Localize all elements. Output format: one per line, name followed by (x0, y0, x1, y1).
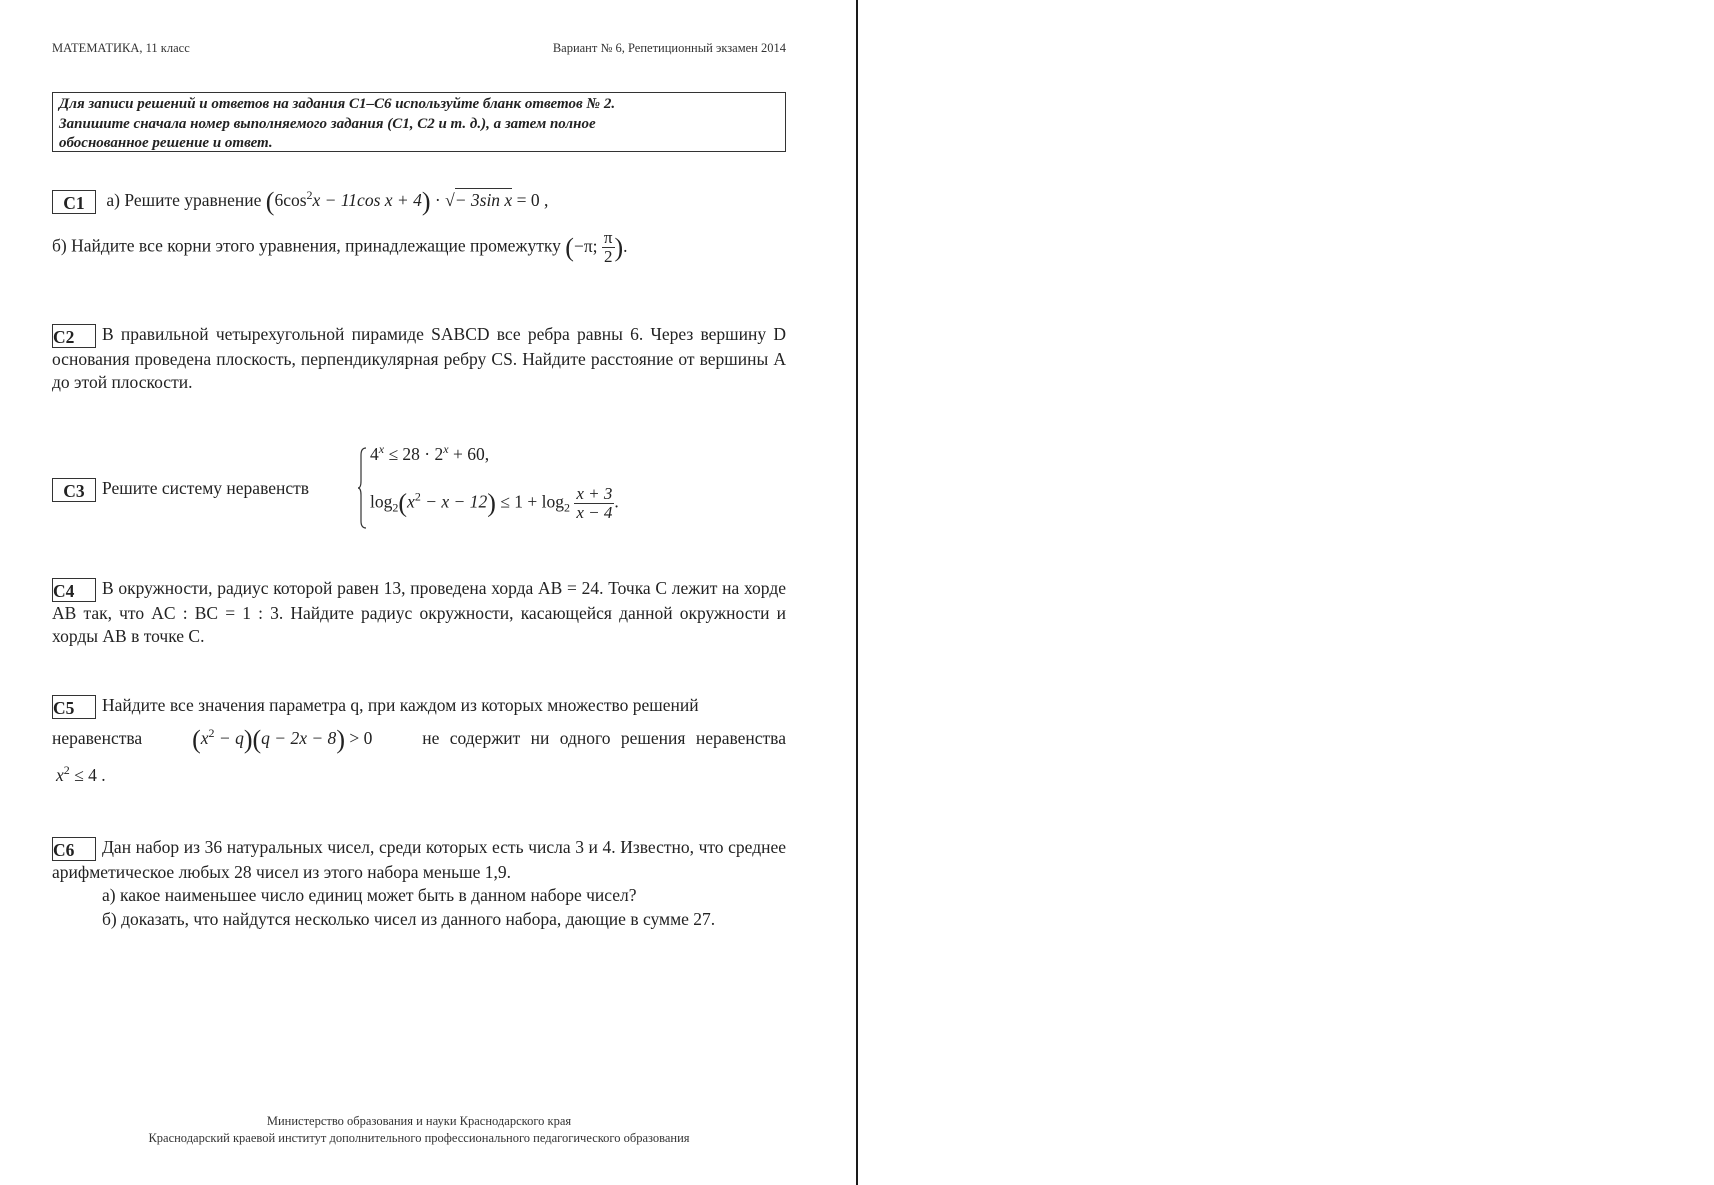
task-c5-text-2-end: не содержит ни одного решения неравенства (422, 727, 786, 748)
ineq-a: x (200, 727, 209, 748)
task-c4-text: В окружности, радиус которой равен 13, проведена хорда AB = 24. Точка C лежит на хорде AB так, что AC : BC = 1 : 3. Найдите радиус окружности, касающейся данной окружности и хорды AB в точке C. (52, 578, 786, 647)
task-label: С2 (52, 324, 96, 348)
task-c1-equation: ($6\cos^2x - 11\cos$ x + 4) · √− 3sin x = 0 , (265, 186, 549, 216)
system-row-1 (370, 443, 489, 467)
interval-den: 2 (603, 246, 613, 266)
footer-ministry: Министерство образования и науки Краснодарского края (266, 1114, 572, 1128)
interval-left: −π; (573, 235, 598, 256)
system-brace (358, 447, 366, 529)
task-c5 (52, 694, 786, 788)
instruction-box (52, 92, 786, 152)
header-subject: МАТЕМАТИКА, 11 класс (52, 41, 190, 55)
row2-mid: ≤ 1 + log (495, 491, 564, 512)
task-c3-text: Решите систему неравенств (102, 478, 310, 498)
task-c1-part-b-text: б) Найдите все корни этого уравнения, принадлежащие промежутку (52, 235, 561, 256)
task-c3 (52, 443, 786, 533)
eq-end: = 0 , (516, 190, 549, 210)
ineq-a-pow: 2 (208, 725, 215, 740)
task-c5-line-1 (52, 694, 786, 719)
header-variant: Вариант № 6, Репетиционный экзамен 2014 (552, 41, 786, 55)
row2-den: x − 4 (576, 503, 613, 522)
row1-mid: ≤ 28 · 2 (384, 444, 444, 464)
task-label: С3 (52, 478, 96, 502)
ineq-b: q − 2x − 8 (261, 727, 337, 748)
task-c6 (52, 836, 786, 931)
task-c1-part-a-text: а) Решите уравнение (106, 190, 262, 210)
row2-inner-rest: − x − 12 (420, 491, 488, 512)
task-c1-interval: (−π; $\frac{\pi}{2}$ ). (565, 227, 628, 266)
eq-term-1: 6cos (274, 190, 307, 210)
task-c5-text-1: Найдите все значения параметра q, при каждом из которых множество решений (102, 695, 699, 715)
last-pow: 2 (63, 763, 70, 778)
row2-sub2: 2 (563, 500, 570, 515)
task-c5-line-3 (52, 764, 786, 788)
row2-sub: 2 (392, 500, 399, 515)
instruction-line-1: Для записи решений и ответов на задания С1–С6 используйте бланк ответов № 2. (59, 96, 616, 112)
task-c5-text-2-start: неравенства (52, 727, 143, 748)
eq-power: 2 (306, 188, 313, 202)
last-rest: ≤ 4 . (69, 765, 106, 786)
task-c1 (52, 186, 786, 266)
task-c6-intro (52, 836, 786, 884)
last-x: x (56, 765, 64, 786)
ineq-end: > 0 (344, 727, 373, 748)
task-c1-part-b (52, 229, 786, 266)
task-label: С6 (52, 837, 96, 861)
row1-exp: x (378, 442, 385, 456)
task-c2-text: В правильной четырехугольной пирамиде SABCD все ребра равны 6. Через вершину D основания проведена плоскость, перпендикулярная ребру CS. Найдите расстояние от вершины A до этой плоскости. (52, 324, 786, 393)
task-c6-text: Дан набор из 36 натуральных чисел, среди которых есть числа 3 и 4. Известно, что среднее арифметическое любых 28 чисел из этого набора меньше 1,9. (52, 837, 786, 882)
row1-exp2: x (443, 442, 449, 456)
ineq-a-rest: − q (214, 727, 244, 748)
row2-inner: x (407, 491, 415, 512)
eq-term-2: x − 11cos x + 4 (312, 190, 422, 210)
task-c1-part-a (52, 186, 786, 216)
interval-num: π (603, 227, 613, 247)
task-c6-item-b: б) доказать, что найдутся несколько чисел из данного набора, дающие в сумме 27. (102, 908, 716, 929)
instruction-line-3: обоснованное решение и ответ. (59, 135, 273, 151)
row2-num: x + 3 (576, 484, 613, 503)
task-c3-intro (52, 477, 309, 502)
instruction-line-2: Запишите сначала номер выполняемого задания (С1, С2 и т. д.), а затем полное (59, 115, 596, 132)
exam-page (0, 0, 856, 1185)
task-c5-line-2 (52, 724, 786, 754)
system-row-2: $\log_2(x^2 - x - 12) \le 1 + \log_2$ $\frac{x + 3}{x - 4}$ . (370, 484, 619, 522)
task-label: С1 (52, 190, 96, 214)
interval-end: . (623, 235, 628, 256)
footer-institute: Краснодарский краевой институт дополнительного профессионального педагогического образования (148, 1131, 690, 1145)
task-c5-inequality: $(x^2 - q)(q - 2x - 8) > 0$ (192, 724, 373, 754)
eq-dot: · (434, 190, 441, 210)
eq-root: − 3sin x (454, 190, 513, 210)
row2-pow: 2 (414, 489, 421, 504)
task-c2 (52, 323, 786, 395)
row1-end: + 60, (448, 444, 490, 464)
page-footer (52, 1113, 786, 1147)
row2-end: . (614, 491, 619, 512)
task-c6-item-a: а) какое наименьшее число единиц может быть в данном наборе чисел? (102, 885, 637, 906)
task-c4 (52, 577, 786, 649)
task-label: С4 (52, 578, 96, 602)
row1-base: 4 (370, 444, 379, 464)
task-label: С5 (52, 695, 96, 719)
page-divider (856, 0, 858, 1185)
row2-log: log (370, 491, 393, 512)
